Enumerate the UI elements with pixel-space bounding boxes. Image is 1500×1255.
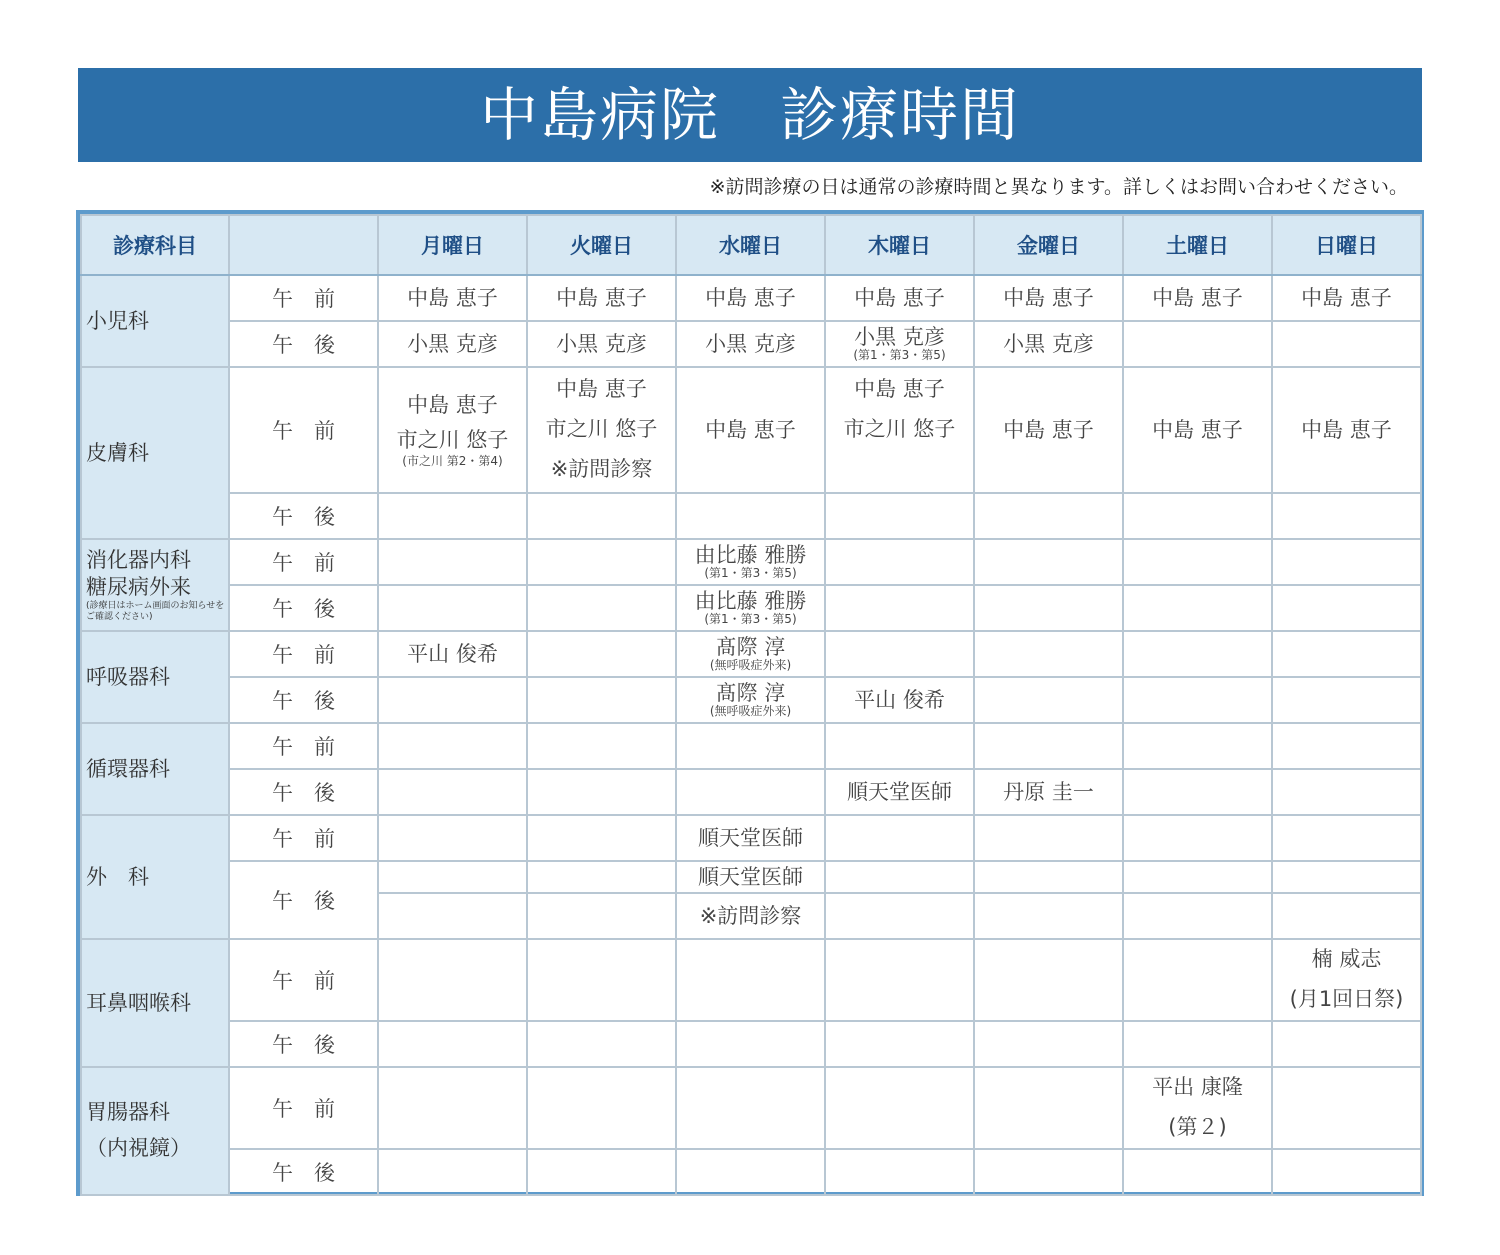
dept-surgery: 外 科: [81, 815, 229, 939]
cell: [825, 631, 974, 677]
doctor-name: 中島 恵子: [854, 377, 945, 402]
doctor-name: 市之川 悠子: [843, 417, 956, 442]
cell: [676, 493, 825, 539]
cell: [1272, 677, 1421, 723]
cell: [1123, 677, 1272, 723]
cell: 中島 恵子: [974, 275, 1123, 321]
cell: [676, 769, 825, 815]
header-row: [81, 215, 1421, 275]
cell: [974, 539, 1123, 585]
cell: [825, 939, 974, 1021]
table-row: [81, 769, 1421, 815]
cell: 小黒 克彦: [527, 321, 676, 367]
cell: 中島 恵子: [1272, 367, 1421, 493]
dept-cardiology: 循環器科: [81, 723, 229, 815]
schedule-note: (月1回日祭): [1289, 986, 1404, 1011]
cell: [527, 677, 676, 723]
cell: [825, 1021, 974, 1067]
table-row: [81, 723, 1421, 769]
cell: [825, 585, 974, 631]
dept-pediatrics: 小児科: [81, 275, 229, 367]
doctor-name: 市之川 悠子: [545, 417, 658, 442]
cell: [974, 861, 1123, 893]
visit-notice: ※訪問診療の日は通常の診療時間と異なります。詳しくはお問い合わせください。: [709, 176, 1408, 198]
cell: 中島 恵子: [527, 275, 676, 321]
cell: 中島 恵子: [1272, 275, 1421, 321]
doctor-name: 中島 恵子: [407, 392, 498, 417]
period-am: 午 前: [229, 631, 378, 677]
dept-ent: 耳鼻咽喉科: [81, 939, 229, 1067]
period-am: 午 前: [229, 539, 378, 585]
header-thursday: 木曜日: [825, 215, 974, 275]
cell: [527, 1021, 676, 1067]
cell: [378, 893, 527, 939]
cell: [378, 1067, 527, 1149]
cell: [825, 861, 974, 893]
cell: [676, 631, 825, 677]
dept-gastro-note: (診療日はホーム画面のお知らせを ご確認ください): [86, 600, 225, 622]
period-am: 午 前: [229, 367, 378, 493]
doctor-name: 由比藤 雅勝: [694, 589, 807, 614]
cell: [378, 861, 527, 893]
cell: [676, 1149, 825, 1195]
cell: [378, 539, 527, 585]
cell: ※訪問診察: [676, 893, 825, 939]
cell: [825, 815, 974, 861]
period-am: 午 前: [229, 723, 378, 769]
cell: [378, 1149, 527, 1195]
cell: [527, 539, 676, 585]
cell: [1123, 631, 1272, 677]
cell: [825, 539, 974, 585]
period-am: 午 前: [229, 939, 378, 1021]
cell: 順天堂医師: [825, 769, 974, 815]
cell: [378, 367, 527, 493]
header-dept: 診療科目: [81, 215, 229, 275]
cell: 小黒 克彦: [378, 321, 527, 367]
cell: [527, 893, 676, 939]
table-row: [81, 677, 1421, 723]
cell: [676, 539, 825, 585]
table-row: [81, 631, 1421, 677]
table-row: [81, 321, 1421, 367]
period-am: 午 前: [229, 1067, 378, 1149]
cell: [974, 585, 1123, 631]
cell: [378, 677, 527, 723]
cell: [378, 815, 527, 861]
doctor-name: 由比藤 雅勝: [694, 543, 807, 568]
cell: [378, 493, 527, 539]
cell: [825, 1067, 974, 1149]
cell: 中島 恵子: [974, 367, 1123, 493]
doctor-name: 小黒 克彦: [854, 325, 945, 350]
period-am: 午 前: [229, 275, 378, 321]
cell: [974, 1149, 1123, 1195]
cell: [825, 321, 974, 367]
cell: [1123, 585, 1272, 631]
table-row: [81, 539, 1421, 585]
dept-gi-sub: （内視鏡）: [86, 1135, 191, 1160]
cell: [1272, 1067, 1421, 1149]
cell: 順天堂医師: [676, 815, 825, 861]
cell: [1123, 939, 1272, 1021]
clinic-note: (無呼吸症外来): [709, 704, 792, 719]
doctor-name: 髙際 淳: [715, 681, 786, 706]
cell: 平山 俊希: [378, 631, 527, 677]
cell: 中島 恵子: [378, 275, 527, 321]
cell: [1123, 893, 1272, 939]
cell: [527, 939, 676, 1021]
cell: [527, 631, 676, 677]
cell: [1272, 815, 1421, 861]
cell: 中島 恵子: [1123, 275, 1272, 321]
cell: [1123, 321, 1272, 367]
cell: [1123, 723, 1272, 769]
dept-dermatology: 皮膚科: [81, 367, 229, 539]
cell: [676, 585, 825, 631]
page-title: 中島病院 診療時間: [78, 68, 1422, 162]
cell: [1272, 769, 1421, 815]
table-row: [81, 367, 1421, 493]
table-row: [81, 861, 1421, 893]
cell: 中島 恵子: [825, 275, 974, 321]
cell: [825, 723, 974, 769]
cell: 順天堂医師: [676, 861, 825, 893]
cell: [974, 1021, 1123, 1067]
table-row: [81, 585, 1421, 631]
cell: [1123, 493, 1272, 539]
cell: [825, 367, 974, 493]
cell: [527, 861, 676, 893]
cell: [378, 723, 527, 769]
table-row: [81, 493, 1421, 539]
doctor-name: 市之川 悠子: [396, 427, 509, 452]
table-row: [81, 1149, 1421, 1195]
cell: [378, 939, 527, 1021]
cell: [1272, 585, 1421, 631]
cell: [1272, 1021, 1421, 1067]
cell: 小黒 克彦: [974, 321, 1123, 367]
cell: [676, 1067, 825, 1149]
cell: [527, 723, 676, 769]
dept-diabetes-name: 糖尿病外来: [86, 574, 191, 599]
table-row: [81, 1021, 1421, 1067]
period-pm: 午 後: [229, 861, 378, 939]
clinic-note: (無呼吸症外来): [709, 658, 792, 673]
header-saturday: 土曜日: [1123, 215, 1272, 275]
period-pm: 午 後: [229, 321, 378, 367]
cell: [1272, 861, 1421, 893]
cell: [1272, 1149, 1421, 1195]
cell: [676, 723, 825, 769]
dept-gi: [81, 1067, 229, 1195]
cell: [1123, 769, 1272, 815]
header-period: [229, 215, 378, 275]
cell: [974, 493, 1123, 539]
cell: [378, 769, 527, 815]
cell: [1272, 723, 1421, 769]
cell: [974, 815, 1123, 861]
cell: [527, 1149, 676, 1195]
cell: [1123, 815, 1272, 861]
cell: [527, 367, 676, 493]
cell: [974, 939, 1123, 1021]
doctor-name: 髙際 淳: [715, 635, 786, 660]
doctor-name: 平出 康隆: [1152, 1074, 1243, 1099]
cell: 丹原 圭一: [974, 769, 1123, 815]
cell: [1272, 893, 1421, 939]
cell: [1272, 939, 1421, 1021]
table-row: [81, 275, 1421, 321]
table-row: [81, 1067, 1421, 1149]
period-pm: 午 後: [229, 585, 378, 631]
cell: [1272, 493, 1421, 539]
cell: 中島 恵子: [676, 275, 825, 321]
period-pm: 午 後: [229, 769, 378, 815]
cell: [1272, 539, 1421, 585]
dept-gastro-name: 消化器内科: [86, 548, 191, 573]
period-am: 午 前: [229, 815, 378, 861]
cell: [825, 493, 974, 539]
cell: [378, 585, 527, 631]
cell: [974, 677, 1123, 723]
cell: [1272, 321, 1421, 367]
header-sunday: 日曜日: [1272, 215, 1421, 275]
header-monday: 月曜日: [378, 215, 527, 275]
period-pm: 午 後: [229, 493, 378, 539]
cell: [676, 677, 825, 723]
schedule-table: [80, 214, 1422, 1196]
cell: [974, 1067, 1123, 1149]
dept-gi-name: 胃腸器科: [86, 1099, 170, 1124]
cell: [527, 769, 676, 815]
cell: [1123, 1067, 1272, 1149]
cell: [378, 1021, 527, 1067]
cell: 中島 恵子: [1123, 367, 1272, 493]
visit-note: ※訪問診察: [550, 456, 653, 481]
period-pm: 午 後: [229, 1149, 378, 1195]
cell: [527, 585, 676, 631]
week-note: (第1・第3・第5): [704, 566, 797, 581]
period-pm: 午 後: [229, 677, 378, 723]
period-pm: 午 後: [229, 1021, 378, 1067]
dept-gastro: [81, 539, 229, 631]
header-tuesday: 火曜日: [527, 215, 676, 275]
cell: [1123, 861, 1272, 893]
cell: [974, 723, 1123, 769]
week-note: (市之川 第2・第4): [402, 454, 503, 469]
cell: [527, 815, 676, 861]
table-row: [81, 939, 1421, 1021]
cell: [974, 631, 1123, 677]
cell: [974, 893, 1123, 939]
cell: 小黒 克彦: [676, 321, 825, 367]
header-wednesday: 水曜日: [676, 215, 825, 275]
doctor-name: 楠 威志: [1311, 947, 1382, 971]
table-row: [81, 815, 1421, 861]
dept-respiratory: 呼吸器科: [81, 631, 229, 723]
cell: [1272, 631, 1421, 677]
cell: [1123, 1149, 1272, 1195]
cell: [1123, 1021, 1272, 1067]
cell: [527, 493, 676, 539]
header-friday: 金曜日: [974, 215, 1123, 275]
cell: [527, 1067, 676, 1149]
cell: 中島 恵子: [676, 367, 825, 493]
doctor-name: 中島 恵子: [556, 377, 647, 402]
cell: 平山 俊希: [825, 677, 974, 723]
cell: [676, 939, 825, 1021]
cell: [676, 1021, 825, 1067]
cell: [1123, 539, 1272, 585]
week-note: (第1・第3・第5): [853, 348, 946, 363]
cell: [825, 1149, 974, 1195]
week-note: (第1・第3・第5): [704, 612, 797, 627]
week-note: (第２): [1168, 1114, 1227, 1139]
cell: [825, 893, 974, 939]
schedule-table-frame: [76, 210, 1424, 1196]
